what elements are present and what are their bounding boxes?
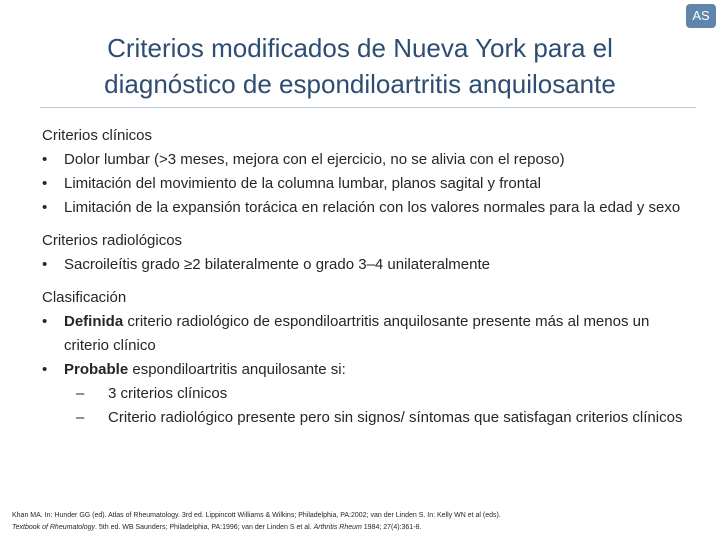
title-line-1: Criterios modificados de Nueva York para el — [107, 33, 613, 63]
bullet-icon: • — [42, 199, 48, 216]
bullet-icon: • — [42, 313, 48, 330]
clinical-criteria-heading: Criterios clínicos — [42, 127, 153, 144]
bullet-icon: • — [42, 175, 48, 192]
clinical-criterion — [42, 172, 697, 196]
radiologic-criteria-heading: Criterios radiológicos — [42, 232, 183, 249]
clinical-criterion-text: Limitación de la expansión torácica en relación con los valores normales para la edad y sexo — [64, 199, 681, 216]
dash-icon: – — [76, 409, 85, 426]
definite-text: criterio radiológico de espondiloartritis anquilosante presente más al menos un criterio clínico — [64, 313, 650, 354]
clinical-criterion — [42, 148, 697, 172]
references — [12, 510, 712, 534]
clinical-criterion-text: Dolor lumbar (>3 meses, mejora con el ejercicio, no se alivia con el reposo) — [64, 151, 565, 168]
clinical-criterion-text: Limitación del movimiento de la columna lumbar, planos sagital y frontal — [64, 175, 541, 192]
dash-icon: – — [76, 385, 85, 402]
classification-section — [42, 286, 697, 430]
probable-sub-item — [42, 406, 697, 430]
classification-definite — [42, 310, 697, 358]
classification-heading: Clasificación — [42, 289, 127, 306]
bullet-icon: • — [42, 361, 48, 378]
probable-sub-item-text: Criterio radiológico presente pero sin signos/ síntomas que satisfagan criterios clínicos — [108, 409, 683, 426]
radiologic-criterion — [42, 253, 697, 277]
reference-text-b: 1984; 27(4):361-8. — [361, 524, 422, 531]
title-divider — [40, 107, 696, 108]
probable-label: Probable — [64, 361, 129, 378]
reference-text-a: . 5th ed. WB Saunders; Philadelphia, PA:1996; van der Linden S et al. — [95, 524, 314, 531]
criteria-content — [42, 124, 697, 439]
reference-line-1: Khan MA. In: Hunder GG (ed). Atlas of Rheumatology. 3rd ed. Lippincott Williams & Wilkins; Philadelphia, PA:2002; van der Linden S. In: Kelly WN et al (eds). — [12, 512, 501, 519]
radiologic-criteria-section — [42, 229, 697, 277]
probable-text: espondiloartritis anquilosante si: — [128, 361, 346, 378]
section-badge: AS — [686, 4, 716, 28]
classification-probable — [42, 358, 697, 382]
probable-sub-item — [42, 382, 697, 406]
slide-title — [40, 30, 680, 102]
clinical-criterion — [42, 196, 697, 220]
radiologic-criterion-text: Sacroileítis grado ≥2 bilateralmente o grado 3–4 unilateralmente — [64, 256, 490, 273]
reference-line-2 — [12, 522, 712, 534]
clinical-criteria-section — [42, 124, 697, 220]
definite-label: Definida — [64, 313, 124, 330]
title-line-2: diagnóstico de espondiloartritis anquilosante — [104, 69, 616, 99]
reference-book-title: Textbook of Rheumatology — [12, 524, 96, 531]
reference-journal-title: Arthritis Rheum — [313, 524, 362, 531]
bullet-icon: • — [42, 256, 48, 273]
bullet-icon: • — [42, 151, 48, 168]
probable-sub-item-text: 3 criterios clínicos — [108, 385, 228, 402]
